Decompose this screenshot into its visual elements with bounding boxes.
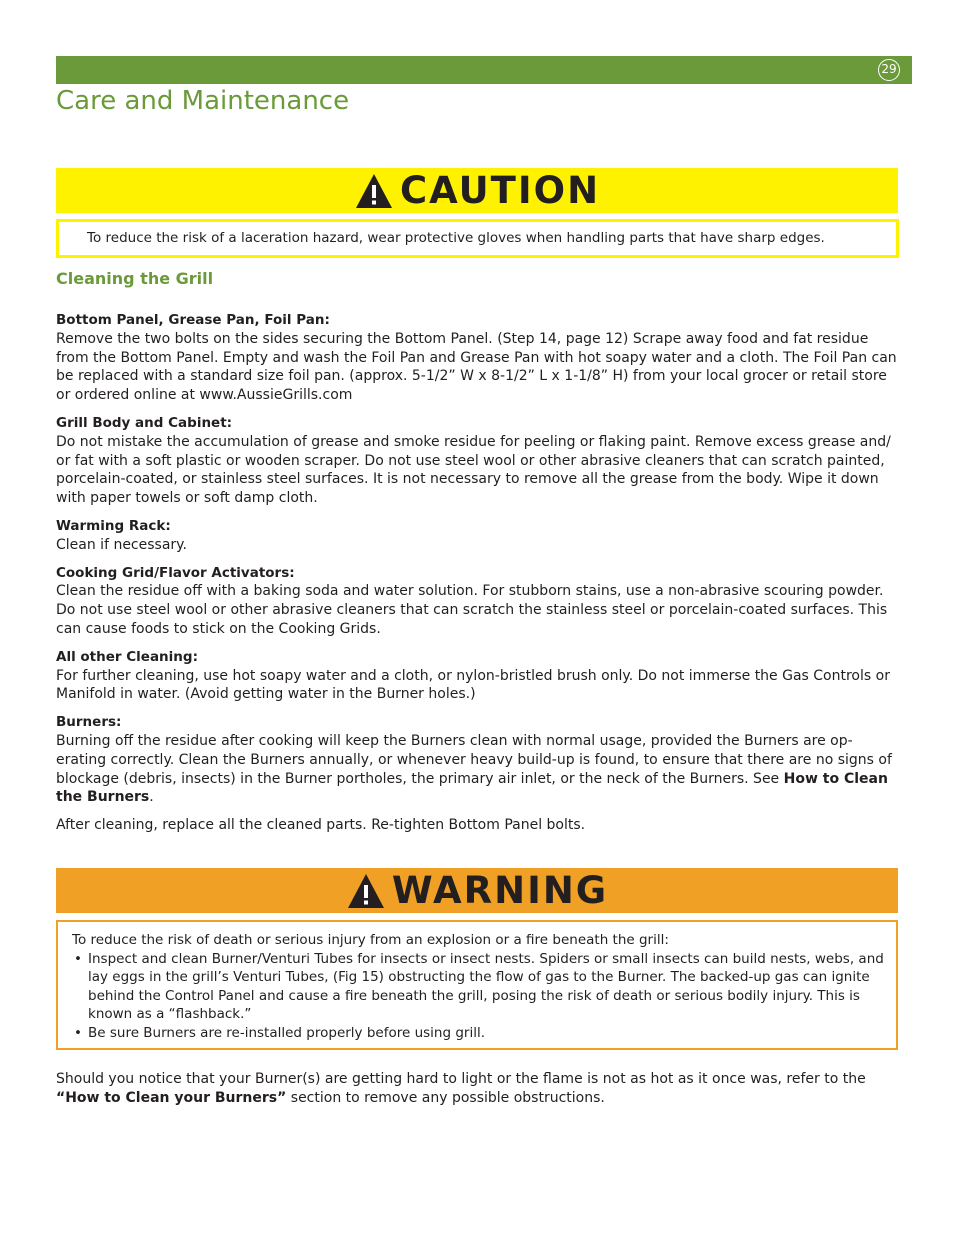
paragraph: Burning off the residue after cooking will keep the Burners clean with normal usage, provided the Burners are op- erating correctly. Clean the Burners annually, or whenever heavy build-up is found, to ensure that there are no signs of blockage (debris, insects) in the Burner portholes, the primary air inlet, or the neck of the Burners. See [56, 732, 892, 787]
after-cleaning-note: After cleaning, replace all the cleaned parts. Re-tighten Bottom Panel bolts. [56, 817, 586, 834]
section-heading: Cleaning the Grill [56, 269, 214, 288]
subheading: All other Cleaning: [56, 648, 198, 665]
subheading: Cooking Grid/Flavor Activators: [56, 564, 295, 581]
warning-triangle-icon [354, 172, 394, 210]
paragraph: Clean if necessary. [56, 536, 187, 553]
page-number: 29 [878, 59, 900, 81]
footer-text-end: section to remove any possible obstructions. [286, 1089, 605, 1106]
footer-bold-reference: “How to Clean your Burners” [56, 1089, 287, 1106]
section-burners [56, 713, 901, 807]
list-item: • Be sure Burners are re-installed properly before using grill. [72, 1024, 884, 1043]
subheading: Burners: [56, 714, 122, 731]
subheading: Warming Rack: [56, 517, 171, 534]
list-item: • Inspect and clean Burner/Venturi Tubes for insects or insect nests. Spiders or small insects can build nests, webs, and lay eggs in the grill’s Venturi Tubes, (Fig 15) obstructing the flow of gas to the Burner. The backed-up gas can ignite behind the Control Panel and cause a fire beneath the grill, posing the risk of death or serious bodily injury. This is known as a “flashback.” [72, 950, 884, 1024]
section-cooking-grid [56, 564, 901, 639]
subheading: Grill Body and Cabinet: [56, 414, 233, 431]
warning-triangle-icon [346, 872, 386, 910]
caution-banner [56, 168, 898, 213]
section-warming-rack [56, 517, 901, 555]
caution-label: CAUTION [399, 169, 601, 212]
caution-message: To reduce the risk of a laceration hazard, wear protective gloves when handling parts that have sharp edges. [56, 219, 899, 258]
section-grill-body [56, 414, 901, 508]
paragraph: For further cleaning, use hot soapy water and a cloth, or nylon-bristled brush only. Do not immerse the Gas Controls or Manifold in water. (Avoid getting water in the Burner holes.) [56, 667, 890, 703]
paragraph-end: . [149, 789, 154, 806]
footer-note [56, 1070, 901, 1108]
warning-label: WARNING [391, 869, 609, 912]
footer-text: Should you notice that your Burner(s) are getting hard to light or the flame is not as hot as it once was, refer to the [56, 1071, 866, 1087]
warning-message [56, 920, 898, 1050]
paragraph: Do not mistake the accumulation of grease and smoke residue for peeling or flaking paint. Remove excess grease and/ or fat with a soft plastic or wooden scraper. Do not use steel wool or other abrasive cleaners that can scratch painted, porcelain-coated, or stainless steel surfaces. It is not necessary to remove all the grease from the body. Wipe it down with paper towels or soft damp cloth. [56, 433, 891, 507]
section-bottom-panel [56, 311, 901, 405]
warning-intro: To reduce the risk of death or serious injury from an explosion or a fire beneath the grill: [72, 932, 669, 948]
warning-banner [56, 868, 898, 913]
section-other-cleaning [56, 648, 901, 704]
cleaning-instructions [56, 311, 901, 844]
paragraph: Remove the two bolts on the sides securing the Bottom Panel. (Step 14, page 12) Scrape away food and fat residue from the Bottom Panel. Empty and wash the Foil Pan and Grease Pan with hot soapy water and a cloth. The Foil Pan can be replaced with a standard size foil pan. (approx. 5-1/2” W x 8-1/2” L x 1-1/8” H) from your local grocer or retail store or ordered online at www.AussieGrills.com [56, 330, 897, 404]
header-bar [56, 56, 912, 84]
paragraph: Clean the residue off with a baking soda and water solution. For stubborn stains, use a non-abrasive scouring powder. Do not use steel wool or other abrasive cleaners that can scratch the stainless steel or porcelain-coated surfaces. This can cause foods to stick on the Cooking Grids. [56, 583, 888, 637]
page-title: Care and Maintenance [56, 86, 350, 116]
warning-list [72, 950, 884, 1043]
subheading: Bottom Panel, Grease Pan, Foil Pan: [56, 312, 330, 328]
bold-reference: How to Clean the Burners [56, 770, 888, 806]
